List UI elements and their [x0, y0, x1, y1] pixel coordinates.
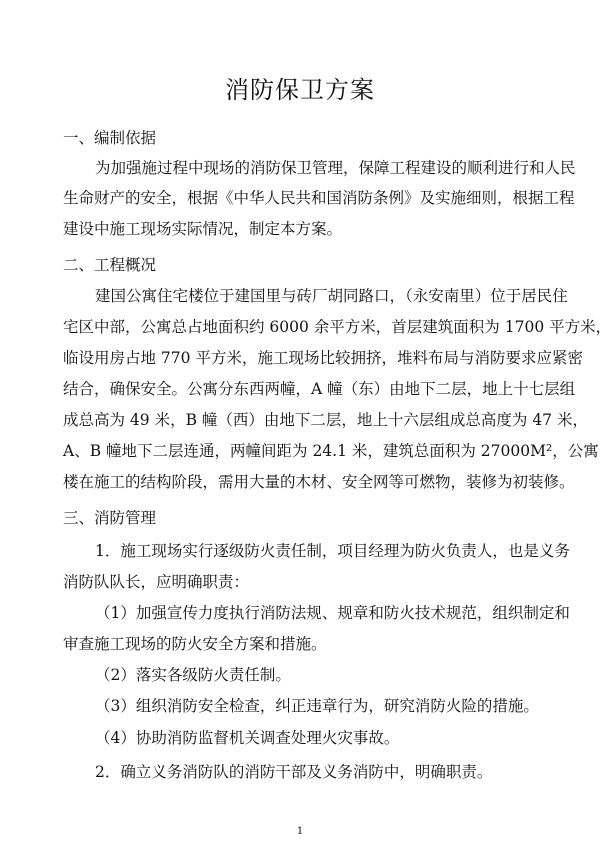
paragraph-line: （4）协助消防监督机关调查处理火灾事故。: [95, 729, 400, 747]
paragraph-line: 审查施工现场的防火安全方案和措施。: [63, 635, 327, 653]
paragraph-line: 结合，确保安全。公寓分东西两幢，A 幢（东）由地下二层，地上十七层组: [63, 380, 576, 398]
paragraph-line: 2．确立义务消防队的消防干部及义务消防中，明确职责。: [95, 763, 493, 781]
paragraph-line: 建设中施工现场实际情况，制定本方案。: [63, 220, 343, 238]
paragraph-line: 成总高为 49 米，B 幢（西）由地下二层，地上十六层组成总高度为 47 米，: [63, 411, 588, 429]
paragraph-line: 临设用房占地 770 平方米，施工现场比较拥挤，堆料布局与消防要求应紧密: [63, 349, 583, 367]
paragraph-line: A、B 幢地下二层连通，两幢间距为 24.1 米，建筑总面积为 27000M²，公寓: [63, 442, 599, 460]
section-heading: 三、消防管理: [63, 509, 157, 527]
paragraph-line: （2）落实各级防火责任制。: [95, 666, 291, 684]
paragraph-line: 生命财产的安全，根据《中华人民共和国消防条例》及实施细则，根据工程: [63, 189, 575, 207]
paragraph-line: 1．施工现场实行逐级防火责任制，项目经理为防火负责人，也是义务: [95, 542, 570, 560]
paragraph-line: 建国公寓住宅楼位于建国里与砖厂胡同路口，（永安南里）位于居民住: [95, 287, 568, 305]
paragraph-line: 为加强施过程中现场的消防保卫管理，保障工程建设的顺利进行和人民: [95, 159, 576, 177]
paragraph-line: 消防队队长，应明确职责：: [63, 573, 250, 591]
paragraph-line: 宅区中部，公寓总占地面积约 6000 余平方米，首层建筑面积为 1700 平方米，: [63, 318, 611, 336]
section-heading: 二、工程概况: [63, 256, 157, 274]
paragraph-line: （1）加强宣传力度执行消防法规、规章和防火技术规范，组织制定和: [95, 604, 570, 622]
document-title: 消防保卫方案: [225, 76, 375, 104]
paragraph-line: （3）组织消防安全检查，纠正违章行为，研究消防火险的措施。: [95, 697, 539, 715]
section-heading: 一、编制依据: [63, 129, 157, 147]
page-number: 1: [296, 826, 304, 837]
paragraph-line: 楼在施工的结构阶段，需用大量的木材、安全网等可燃物，装修为初装修。: [63, 473, 575, 491]
